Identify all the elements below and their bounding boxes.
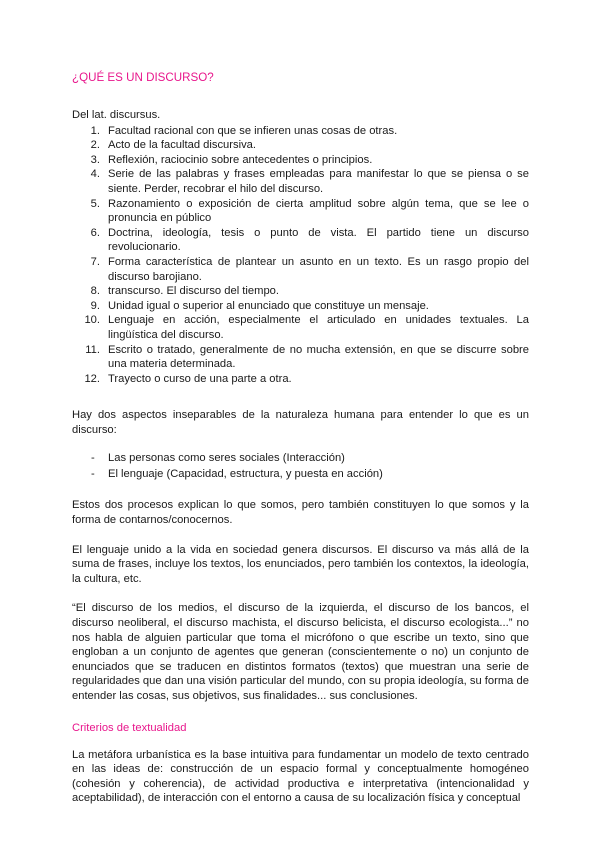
definitions-list — [72, 124, 529, 387]
list-item: 11. Escrito o tratado, generalmente de no mucha extensión, en que se discurre sobre una materia determinada. — [85, 343, 529, 371]
aspects-intro-paragraph: Hay dos aspectos inseparables de la naturaleza humana para entender lo que es un discurso: — [72, 409, 529, 436]
list-item: 12. Trayecto o curso de una parte a otra. — [84, 372, 292, 385]
quote-paragraph: “El discurso de los medios, el discurso de la izquierda, el discurso de los bancos, el discurso neoliberal, el discurso machista, el discurso belicista, el discurso ecologista...” no nos habla de alguien particular que toma el micrófono o que escribe un texto, sino que engloban a un conjunto de agentes que generan (conscientemente o no) un conjunto de enunciados que se traducen en distintos formatos (textos) que muestran una serie de regularidades que dan una visión particular del mundo, con su propia ideología, su forma de entender las cosas, sus objetivos, sus finalidades... sus conclusiones. — [72, 602, 529, 702]
list-item: 4. Serie de las palabras y frases empleadas para manifestar lo que se piensa o se siente. Perder, recobrar el hilo del discurso. — [90, 168, 529, 195]
list-item: 6. Doctrina, ideología, tesis o punto de vista. El partido tiene un discurso revolucionario. — [90, 226, 529, 254]
list-item: 2. Acto de la facultad discursiva. — [90, 139, 256, 152]
list-item: 1. Facultad racional con que se infieren unas cosas de otras. — [90, 124, 398, 137]
page-title: ¿QUÉ ES UN DISCURSO? — [72, 71, 214, 84]
list-item: 3. Reflexión, raciocinio sobre antecedentes o principios. — [90, 153, 373, 166]
list-item: 10. Lenguaje en acción, especialmente el articulado en unidades textuales. La lingüística del discurso. — [84, 314, 529, 341]
list-item: - El lenguaje (Capacidad, estructura, y puesta en acción) — [91, 468, 383, 481]
list-item: 9. Unidad igual o superior al enunciado que constituye un mensaje. — [90, 299, 429, 312]
list-item: 5. Razonamiento o exposición de cierta amplitud sobre algún tema, que se lee o pronuncia en público — [90, 197, 529, 225]
language-paragraph: El lenguaje unido a la vida en sociedad genera discursos. El discurso va más allá de la suma de frases, incluye los textos, los enunciados, pero también los contextos, la ideología, la cultura, etc. — [72, 543, 529, 585]
section-heading: Criterios de textualidad — [72, 721, 187, 734]
processes-paragraph: Estos dos procesos explican lo que somos, pero también constituyen lo que somos y la forma de contarnos/conocernos. — [72, 499, 529, 527]
list-item: - Las personas como seres sociales (Interacción) — [91, 452, 345, 465]
etymology-line: Del lat. discursus. — [72, 109, 161, 121]
aspects-list — [72, 450, 529, 482]
metaphor-paragraph: La metáfora urbanística es la base intuitiva para fundamentar un modelo de texto centrado en las ideas de: construcción de un espacio formal y conceptualmente homogéneo (cohesión y coherencia), de actividad productiva e interpretativa (intencionalidad y aceptabilidad), de interacción con el entorno a causa de su localización física y conceptual — [72, 748, 529, 805]
list-item: 7. Forma característica de plantear un asunto en un texto. Es un rasgo propio del discurso barojiano. — [90, 255, 529, 283]
list-item: 8. transcurso. El discurso del tiempo. — [90, 285, 279, 298]
